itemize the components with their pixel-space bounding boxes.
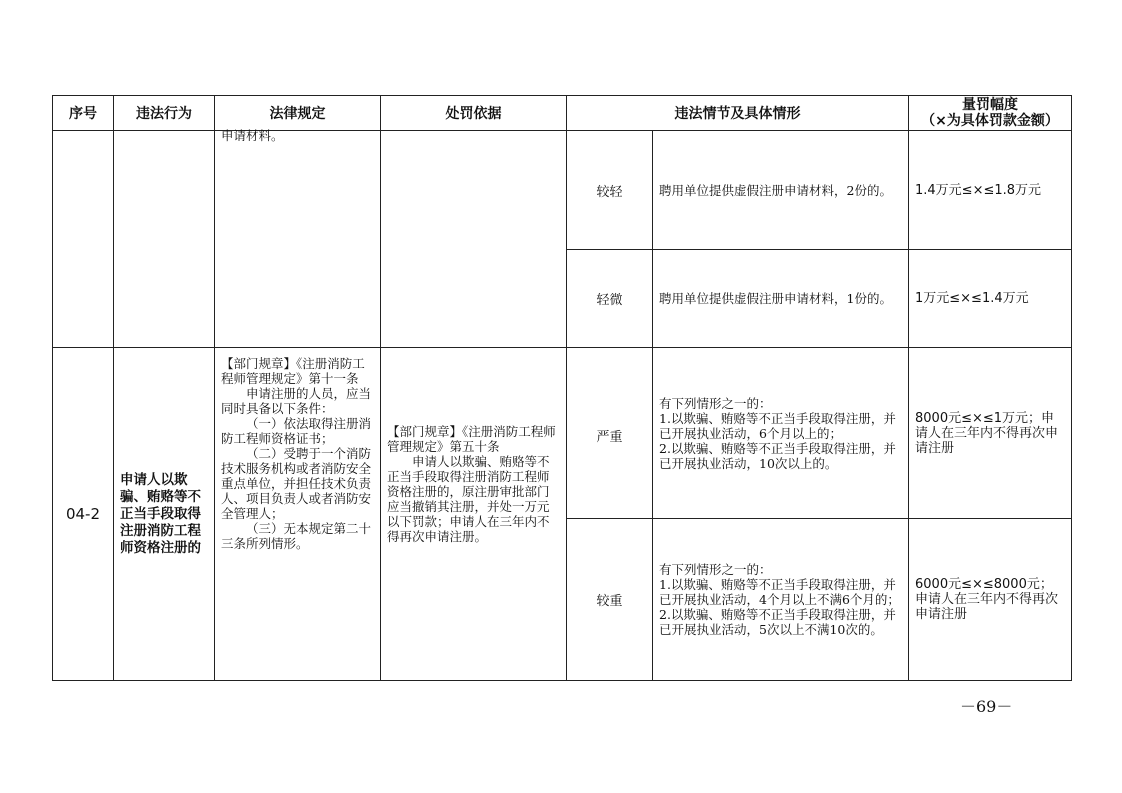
- seq-cell-empty: [53, 131, 114, 348]
- detail-text: [653, 560, 908, 639]
- header-circumstance: 违法情节及具体情形: [567, 96, 909, 131]
- law-line: （一）依法取得注册消防工程师资格证书；: [221, 416, 372, 446]
- law-line: （二）受聘于一个消防技术服务机构或者消防安全重点单位，并担任技术负责人、项目负责人或者消防安全管理人；: [221, 446, 372, 521]
- level-cell: 严重: [567, 348, 653, 519]
- header-act: 违法行为: [114, 96, 215, 131]
- act-cell-empty: [114, 131, 215, 348]
- detail-cell: [653, 131, 909, 250]
- header-range-note: （×为具体罚款金额）: [921, 113, 1059, 129]
- law-text: [215, 348, 380, 553]
- act-text: 申请人以欺骗、贿赂等不正当手段取得注册消防工程师资格注册的: [120, 471, 201, 556]
- amount-cell: [909, 348, 1072, 519]
- level-cell: 轻微: [567, 250, 653, 348]
- amount-cell: [909, 519, 1072, 681]
- header-range-title: 量罚幅度: [962, 97, 1018, 113]
- detail-text: 聘用单位提供虚假注册申请材料，2份的。: [659, 182, 892, 198]
- seq-cell: 04-2: [53, 348, 114, 681]
- basis-line: 【部门规章】《注册消防工程师管理规定》第五十条: [387, 424, 556, 454]
- amount-cell: [909, 131, 1072, 250]
- amount-text: 1.4万元≤×≤1.8万元: [915, 182, 1042, 198]
- detail-text: [653, 394, 908, 473]
- header-basis: 处罚依据: [381, 96, 567, 131]
- law-line: 【部门规章】《注册消防工程师管理规定》第十一条: [221, 356, 365, 386]
- law-cell: [215, 348, 381, 681]
- basis-line: 申请人以欺骗、贿赂等不正当手段取得注册消防工程师资格注册的，原注册审批部门应当撤销其注册，并处一万元以下罚款；申请人在三年内不得再次申请注册。: [387, 454, 550, 544]
- detail-cell: [653, 348, 909, 519]
- amount-text: 8000元≤×≤1万元；申请人在三年内不得再次申请注册: [915, 410, 1059, 456]
- law-line: 申请注册的人员，应当同时具备以下条件：: [221, 386, 372, 416]
- page-number: －69－: [960, 697, 1013, 716]
- table-row: [53, 348, 1072, 519]
- header-range: [909, 96, 1072, 131]
- level-cell: 较重: [567, 519, 653, 681]
- amount-cell: [909, 250, 1072, 348]
- detail-line: 1.以欺骗、贿赂等不正当手段取得注册，并已开展执业活动，6个月以上的；: [659, 410, 896, 441]
- detail-line: 1.以欺骗、贿赂等不正当手段取得注册，并已开展执业活动，4个月以上不满6个月的；: [659, 577, 900, 607]
- detail-line: 2.以欺骗、贿赂等不正当手段取得注册，并已开展执业活动，10次以上的。: [659, 440, 896, 471]
- law-line: （三）无本规定第二十三条所列情形。: [221, 521, 372, 551]
- amount-text: 6000元≤×≤8000元；申请人在三年内不得再次申请注册: [915, 577, 1059, 622]
- level-cell: 较轻: [567, 131, 653, 250]
- basis-cell-empty: [381, 131, 567, 348]
- basis-text: [381, 422, 566, 546]
- table-row: [53, 131, 1072, 250]
- detail-cell: [653, 519, 909, 681]
- amount-text: 1万元≤×≤1.4万元: [915, 291, 1029, 306]
- detail-line: 有下列情形之一的：: [659, 562, 772, 577]
- header-row: [53, 96, 1072, 131]
- penalty-table: [52, 95, 1072, 681]
- act-cell: [114, 348, 215, 681]
- detail-line: 有下列情形之一的：: [659, 395, 772, 411]
- detail-line: 2.以欺骗、贿赂等不正当手段取得注册，并已开展执业活动，5次以上不满10次的。: [659, 607, 896, 637]
- detail-text: 聘用单位提供虚假注册申请材料，1份的。: [659, 291, 892, 306]
- law-text-continued: 申请材料。: [221, 128, 284, 143]
- law-cell-continued: [215, 128, 381, 348]
- header-seq: 序号: [53, 96, 114, 131]
- header-law: 法律规定: [215, 96, 381, 131]
- basis-cell: [381, 348, 567, 681]
- detail-cell: [653, 250, 909, 348]
